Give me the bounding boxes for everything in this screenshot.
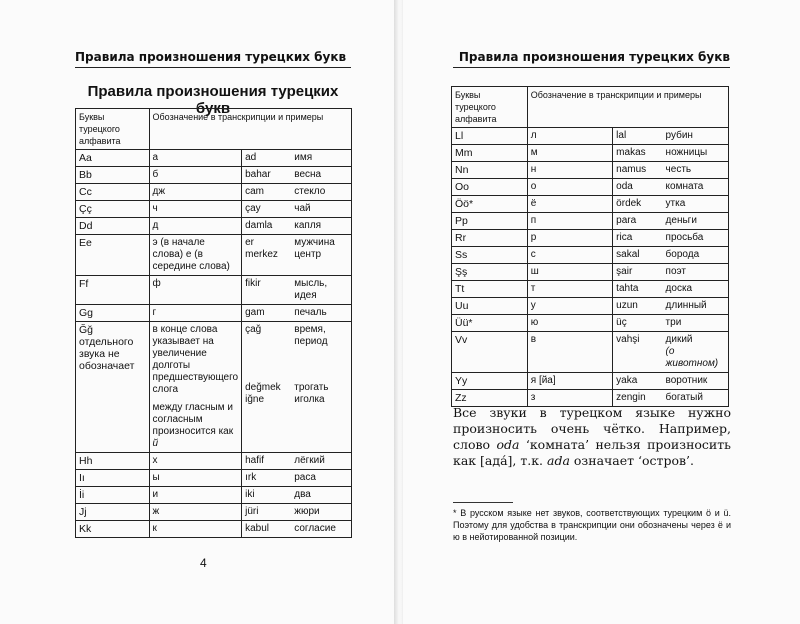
letter-cell: Çç <box>76 201 150 218</box>
example-word-cell: rica <box>613 230 663 247</box>
table-row <box>76 305 352 322</box>
table-row <box>452 213 729 230</box>
transcription-cell: д <box>149 218 242 235</box>
meaning-cell: доска <box>663 281 729 298</box>
table-row <box>76 235 352 276</box>
example-word-cell: çay <box>242 201 292 218</box>
table-row <box>76 470 352 487</box>
transcription-cell: л <box>527 128 612 145</box>
table-row <box>76 487 352 504</box>
example-word-cell: para <box>613 213 663 230</box>
meaning-cell: время, период трогать иголка <box>291 322 351 453</box>
table-header-row <box>76 109 352 150</box>
transcription-cell: в конце слова указывает на увеличение долготы предшествующего слога между гласным и согласным произносится как й <box>149 322 242 453</box>
table-row <box>452 145 729 162</box>
letter-cell: Ss <box>452 247 528 264</box>
meaning-cell: лёгкий <box>291 453 351 470</box>
example-word-cell: üç <box>613 315 663 332</box>
example-word-cell: zengin <box>613 390 663 407</box>
transcription-cell: м <box>527 145 612 162</box>
letter-cell: Şş <box>452 264 528 281</box>
example-word-cell: oda <box>613 179 663 196</box>
meaning-cell: жюри <box>291 504 351 521</box>
transcription-cell: и <box>149 487 242 504</box>
transcription-cell: я [йа] <box>527 373 612 390</box>
table-row <box>452 264 729 281</box>
transcription-cell: ы <box>149 470 242 487</box>
letter-cell: Kk <box>76 521 150 538</box>
example-word-cell: iki <box>242 487 292 504</box>
example-word-cell: makas <box>613 145 663 162</box>
letter-cell: Vv <box>452 332 528 373</box>
meaning-cell: раса <box>291 470 351 487</box>
example-word-cell: fikir <box>242 276 292 305</box>
right-page <box>403 0 800 624</box>
example-word-cell: cam <box>242 184 292 201</box>
meaning-cell: поэт <box>663 264 729 281</box>
letter-cell: Jj <box>76 504 150 521</box>
letter-cell: İi <box>76 487 150 504</box>
page-number: 4 <box>200 556 207 570</box>
transcription-cell: э (в начале слова) е (в середине слова) <box>149 235 242 276</box>
example-word-cell: er merkez <box>242 235 292 276</box>
letter-cell: Üü* <box>452 315 528 332</box>
example-word-cell: ördek <box>613 196 663 213</box>
transcription-note: между гласным и согласным произносится как й <box>152 402 234 449</box>
transcription-cell: г <box>149 305 242 322</box>
left-page <box>0 0 397 624</box>
letter-cell: Aa <box>76 150 150 167</box>
example-word-cell: ırk <box>242 470 292 487</box>
example-word-cell: lal <box>613 128 663 145</box>
transcription-cell: о <box>527 179 612 196</box>
transcription-cell: т <box>527 281 612 298</box>
table-row <box>452 281 729 298</box>
meaning-cell: весна <box>291 167 351 184</box>
meaning-cell: стекло <box>291 184 351 201</box>
table-header-row <box>452 87 729 128</box>
example-word-cell: hafif <box>242 453 292 470</box>
table-row <box>76 504 352 521</box>
table-row <box>452 390 729 407</box>
meaning-cell: дикий (о животном) <box>663 332 729 373</box>
transcription-cell: ё <box>527 196 612 213</box>
example-word-cell: namus <box>613 162 663 179</box>
body-paragraph: Все звуки в турецком языке нужно произносить очень чётко. Например, слово oda ‘комната’ нельзя произносить как [ада́], т.к. ada означает ‘остров’. <box>453 405 731 468</box>
table-row <box>452 332 729 373</box>
letter-cell: Ll <box>452 128 528 145</box>
letter-cell: Hh <box>76 453 150 470</box>
letter-cell: Bb <box>76 167 150 184</box>
example-word-cell: vahşi <box>613 332 663 373</box>
letter-cell: Iı <box>76 470 150 487</box>
table-row <box>76 322 352 453</box>
transcription-cell: п <box>527 213 612 230</box>
table-row <box>452 315 729 332</box>
meaning-cell: согласие <box>291 521 351 538</box>
transcription-cell: ч <box>149 201 242 218</box>
letters-table-left <box>75 108 352 538</box>
transcription-cell: б <box>149 167 242 184</box>
table-row <box>452 196 729 213</box>
table-row <box>452 128 729 145</box>
column-header-transcription: Обозначение в транскрипции и примеры <box>149 109 351 150</box>
meaning-cell: просьба <box>663 230 729 247</box>
meaning-cell: мужчина центр <box>291 235 351 276</box>
table-row <box>76 453 352 470</box>
transcription-cell: н <box>527 162 612 179</box>
letter-cell: Ğğ отдельного звука не обозначает <box>76 322 150 453</box>
table-row <box>452 179 729 196</box>
letter-cell: Ee <box>76 235 150 276</box>
transcription-cell: ж <box>149 504 242 521</box>
example-word-cell: çağ değmek iğne <box>242 322 292 453</box>
letter-cell: Gg <box>76 305 150 322</box>
letter-cell: Oo <box>452 179 528 196</box>
example-word-cell: sakal <box>613 247 663 264</box>
meaning-cell: мысль, идея <box>291 276 351 305</box>
column-header-transcription: Обозначение в транскрипции и примеры <box>527 87 728 128</box>
meaning-cell: длинный <box>663 298 729 315</box>
letter-cell: Tt <box>452 281 528 298</box>
column-header-letters: Буквы турецкого алфавита <box>452 87 528 128</box>
transcription-cell: к <box>149 521 242 538</box>
letter-cell: Cc <box>76 184 150 201</box>
meaning-cell: комната <box>663 179 729 196</box>
example-word-cell: tahta <box>613 281 663 298</box>
transcription-cell: ю <box>527 315 612 332</box>
page-title: Правила произношения турецких букв <box>87 83 339 117</box>
meaning-cell: богатый <box>663 390 729 407</box>
table-row <box>76 184 352 201</box>
example-word-cell: ad <box>242 150 292 167</box>
meaning-cell: честь <box>663 162 729 179</box>
table-row <box>452 373 729 390</box>
transcription-cell: в <box>527 332 612 373</box>
letter-cell: Ff <box>76 276 150 305</box>
meaning-cell: борода <box>663 247 729 264</box>
letter-cell: Öö* <box>452 196 528 213</box>
meaning-cell: капля <box>291 218 351 235</box>
example-word-cell: jüri <box>242 504 292 521</box>
example-word-cell: damla <box>242 218 292 235</box>
meaning-cell: три <box>663 315 729 332</box>
transcription-cell: х <box>149 453 242 470</box>
letter-cell: Nn <box>452 162 528 179</box>
letters-table-right <box>451 86 729 407</box>
footnote-rule <box>453 502 513 503</box>
meaning-cell: ножницы <box>663 145 729 162</box>
meaning-cell: два <box>291 487 351 504</box>
meaning-cell: печаль <box>291 305 351 322</box>
example-word-cell: uzun <box>613 298 663 315</box>
transcription-cell: ф <box>149 276 242 305</box>
table-row <box>76 201 352 218</box>
table-row <box>76 150 352 167</box>
running-head: Правила произношения турецких букв <box>75 50 351 68</box>
table-row <box>76 276 352 305</box>
transcription-cell: дж <box>149 184 242 201</box>
table-row <box>76 167 352 184</box>
column-header-letters: Буквы турецкого алфавита <box>76 109 150 150</box>
table-row <box>76 521 352 538</box>
letter-cell: Dd <box>76 218 150 235</box>
table-row <box>452 298 729 315</box>
meaning-cell: воротник <box>663 373 729 390</box>
letter-cell: Mm <box>452 145 528 162</box>
letter-cell: Uu <box>452 298 528 315</box>
transcription-cell: ш <box>527 264 612 281</box>
table-row <box>452 162 729 179</box>
letter-cell: Pp <box>452 213 528 230</box>
meaning-cell: рубин <box>663 128 729 145</box>
meaning-cell: чай <box>291 201 351 218</box>
example-word-cell: gam <box>242 305 292 322</box>
table-row <box>452 230 729 247</box>
transcription-cell: с <box>527 247 612 264</box>
transcription-cell: з <box>527 390 612 407</box>
footnote: * В русском языке нет звуков, соответствующих турецким ö и ü. Поэтому для удобства в транскрипции они обозначены через ё и ю в нейотированной позиции. <box>453 508 731 542</box>
transcription-cell: р <box>527 230 612 247</box>
meaning-cell: деньги <box>663 213 729 230</box>
letter-cell: Rr <box>452 230 528 247</box>
example-word-cell: bahar <box>242 167 292 184</box>
meaning-cell: утка <box>663 196 729 213</box>
table-row <box>452 247 729 264</box>
letter-cell: Zz <box>452 390 528 407</box>
transcription-cell: у <box>527 298 612 315</box>
running-head-right: Правила произношения турецких букв <box>453 50 730 68</box>
example-word-cell: yaka <box>613 373 663 390</box>
example-word-cell: kabul <box>242 521 292 538</box>
example-word-cell: şair <box>613 264 663 281</box>
table-row <box>76 218 352 235</box>
meaning-cell: имя <box>291 150 351 167</box>
transcription-cell: а <box>149 150 242 167</box>
letter-cell: Yy <box>452 373 528 390</box>
letter-note: отдельного звука не обозначает <box>79 336 135 372</box>
